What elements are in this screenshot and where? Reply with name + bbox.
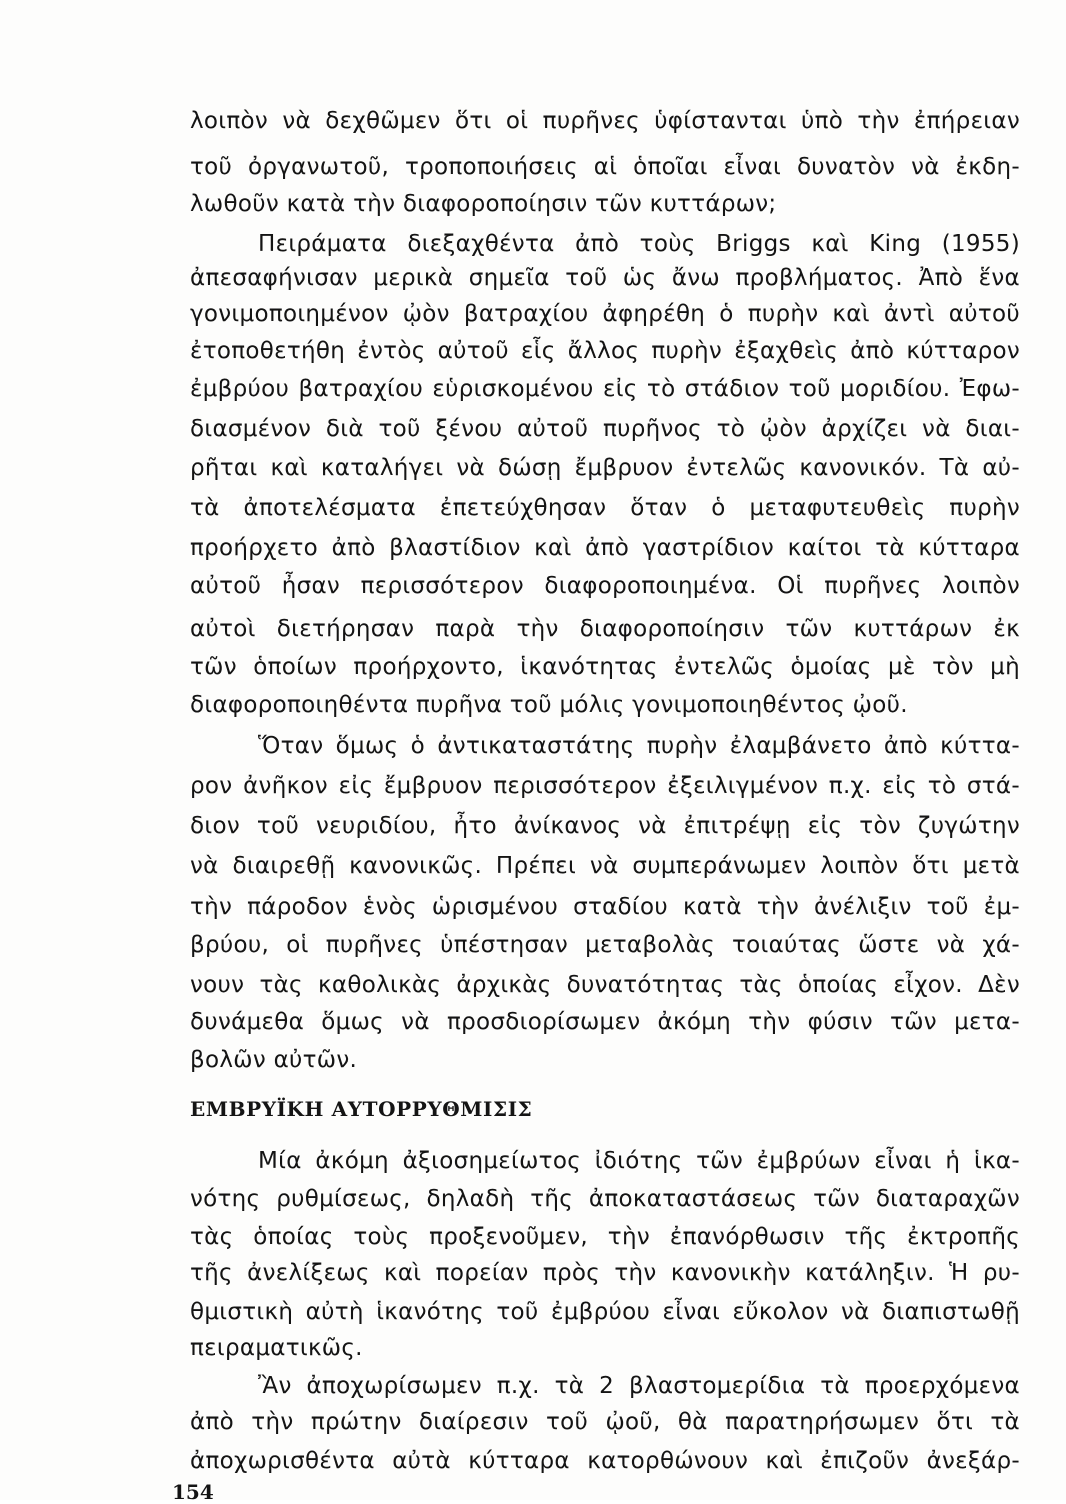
text-line: ρῆται καὶ καταλήγει νὰ δώσῃ ἔμβρυον ἐντελῶς κανονικόν. Τὰ αὐ- xyxy=(190,454,1020,481)
page-number: 154 xyxy=(172,1480,214,1504)
text-line: θμιστικὴ αὐτὴ ἱκανότης τοῦ ἐμβρύου εἶναι εὔκολον νὰ διαπιστωθῇ xyxy=(190,1298,1020,1325)
text-line: νὰ διαιρεθῇ κανονικῶς. Πρέπει νὰ συμπεράνωμεν λοιπὸν ὅτι μετὰ xyxy=(190,853,1020,880)
text-line: προήρχετο ἀπὸ βλαστίδιον καὶ ἀπὸ γαστρίδιον καίτοι τὰ κύτταρα xyxy=(190,535,1020,562)
text-line: Ἂν ἀποχωρίσωμεν π.χ. τὰ 2 βλαστομερίδια τὰ προερχόμενα xyxy=(258,1373,1020,1400)
text-line: πειραματικῶς. xyxy=(190,1334,363,1361)
text-line: τῶν ὁποίων προήρχοντο, ἱκανότητας ἐντελῶς ὁμοίας μὲ τὸν μὴ xyxy=(190,653,1020,680)
text-line: τοῦ ὀργανωτοῦ, τροποποιήσεις αἱ ὁποῖαι εἶναι δυνατὸν νὰ ἐκδη- xyxy=(190,154,1020,181)
section-heading: ΕΜΒΡΥΪΚΗ ΑΥΤΟΡΡΥΘΜΙΣΙΣ xyxy=(190,1097,533,1122)
text-line: ἀποχωρισθέντα αὐτὰ κύτταρα κατορθώνουν καὶ ἐπιζοῦν ἀνεξάρ- xyxy=(190,1447,1020,1474)
text-line: τὰ ἀποτελέσματα ἐπετεύχθησαν ὅταν ὁ μεταφυτευθεὶς πυρὴν xyxy=(190,494,1020,521)
text-line: αὐτοὶ διετήρησαν παρὰ τὴν διαφοροποίησιν τῶν κυττάρων ἐκ xyxy=(190,615,1020,642)
text-line: διασμένον διὰ τοῦ ξένου αὐτοῦ πυρῆνος τὸ ᾠὸν ἀρχίζει νὰ διαι- xyxy=(190,416,1020,443)
text-line: νότης ρυθμίσεως, δηλαδὴ τῆς ἀποκαταστάσεως τῶν διαταραχῶν xyxy=(190,1185,1020,1212)
text-line: νουν τὰς καθολικὰς ἀρχικὰς δυνατότητας τὰς ὁποίας εἶχον. Δὲν xyxy=(190,972,1020,999)
text-line: ἀπεσαφήνισαν μερικὰ σημεῖα τοῦ ὡς ἄνω προβλήματος. Ἀπὸ ἕνα xyxy=(190,265,1020,292)
text-line: αὐτοῦ ἦσαν περισσότερον διαφοροποιημένα. Οἱ πυρῆνες λοιπὸν xyxy=(190,573,1020,600)
text-line: τὰς ὁποίας τοὺς προξενοῦμεν, τὴν ἐπανόρθωσιν τῆς ἐκτροπῆς xyxy=(190,1224,1020,1251)
text-line: διον τοῦ νευριδίου, ἦτο ἀνίκανος νὰ ἐπιτρέψῃ εἰς τὸν ζυγώτην xyxy=(190,813,1020,840)
text-line: Πειράματα διεξαχθέντα ἀπὸ τοὺς Briggs καὶ King (1955) xyxy=(258,230,1020,257)
text-line: διαφοροποιηθέντα πυρῆνα τοῦ μόλις γονιμοποιηθέντος ᾠοῦ. xyxy=(190,692,908,719)
text-line: ἐμβρύου βατραχίου εὑρισκομένου εἰς τὸ στάδιον τοῦ μοριδίου. Ἐφω- xyxy=(190,375,1020,402)
text-line: Ὅταν ὅμως ὁ ἀντικαταστάτης πυρὴν ἐλαμβάνετο ἀπὸ κύττα- xyxy=(258,732,1020,759)
text-line: λοιπὸν νὰ δεχθῶμεν ὅτι οἱ πυρῆνες ὑφίστανται ὑπὸ τὴν ἐπήρειαν xyxy=(190,108,1020,134)
text-line: βρύου, οἱ πυρῆνες ὑπέστησαν μεταβολὰς τοιαύτας ὥστε νὰ χά- xyxy=(190,931,1020,958)
text-line: βολῶν αὐτῶν. xyxy=(190,1046,358,1073)
text-line: λωθοῦν κατὰ τὴν διαφοροποίησιν τῶν κυττάρων; xyxy=(190,190,777,217)
text-line: τῆς ἀνελίξεως καὶ πορείαν πρὸς τὴν κανονικὴν κατάληξιν. Ἡ ρυ- xyxy=(190,1260,1020,1287)
text-line: ἐτοποθετήθη ἐντὸς αὐτοῦ εἷς ἄλλος πυρὴν ἐξαχθεὶς ἀπὸ κύτταρον xyxy=(190,337,1020,364)
text-line: δυνάμεθα ὅμως νὰ προσδιορίσωμεν ἀκόμη τὴν φύσιν τῶν μετα- xyxy=(190,1008,1020,1035)
text-line: τὴν πάροδον ἑνὸς ὡρισμένου σταδίου κατὰ τὴν ἀνέλιξιν τοῦ ἐμ- xyxy=(190,893,1020,920)
text-line: ρον ἀνῆκον εἰς ἔμβρυον περισσότερον ἐξειλιγμένον π.χ. εἰς τὸ στά- xyxy=(190,772,1020,799)
text-line: γονιμοποιημένον ᾠὸν βατραχίου ἀφηρέθη ὁ πυρὴν καὶ ἀντὶ αὐτοῦ xyxy=(190,301,1020,328)
text-line: ἀπὸ τὴν πρώτην διαίρεσιν τοῦ ᾠοῦ, θὰ παρατηρήσωμεν ὅτι τὰ xyxy=(190,1409,1020,1436)
text-line: Μία ἀκόμη ἀξιοσημείωτος ἰδιότης τῶν ἐμβρύων εἶναι ἡ ἱκα- xyxy=(258,1147,1020,1174)
